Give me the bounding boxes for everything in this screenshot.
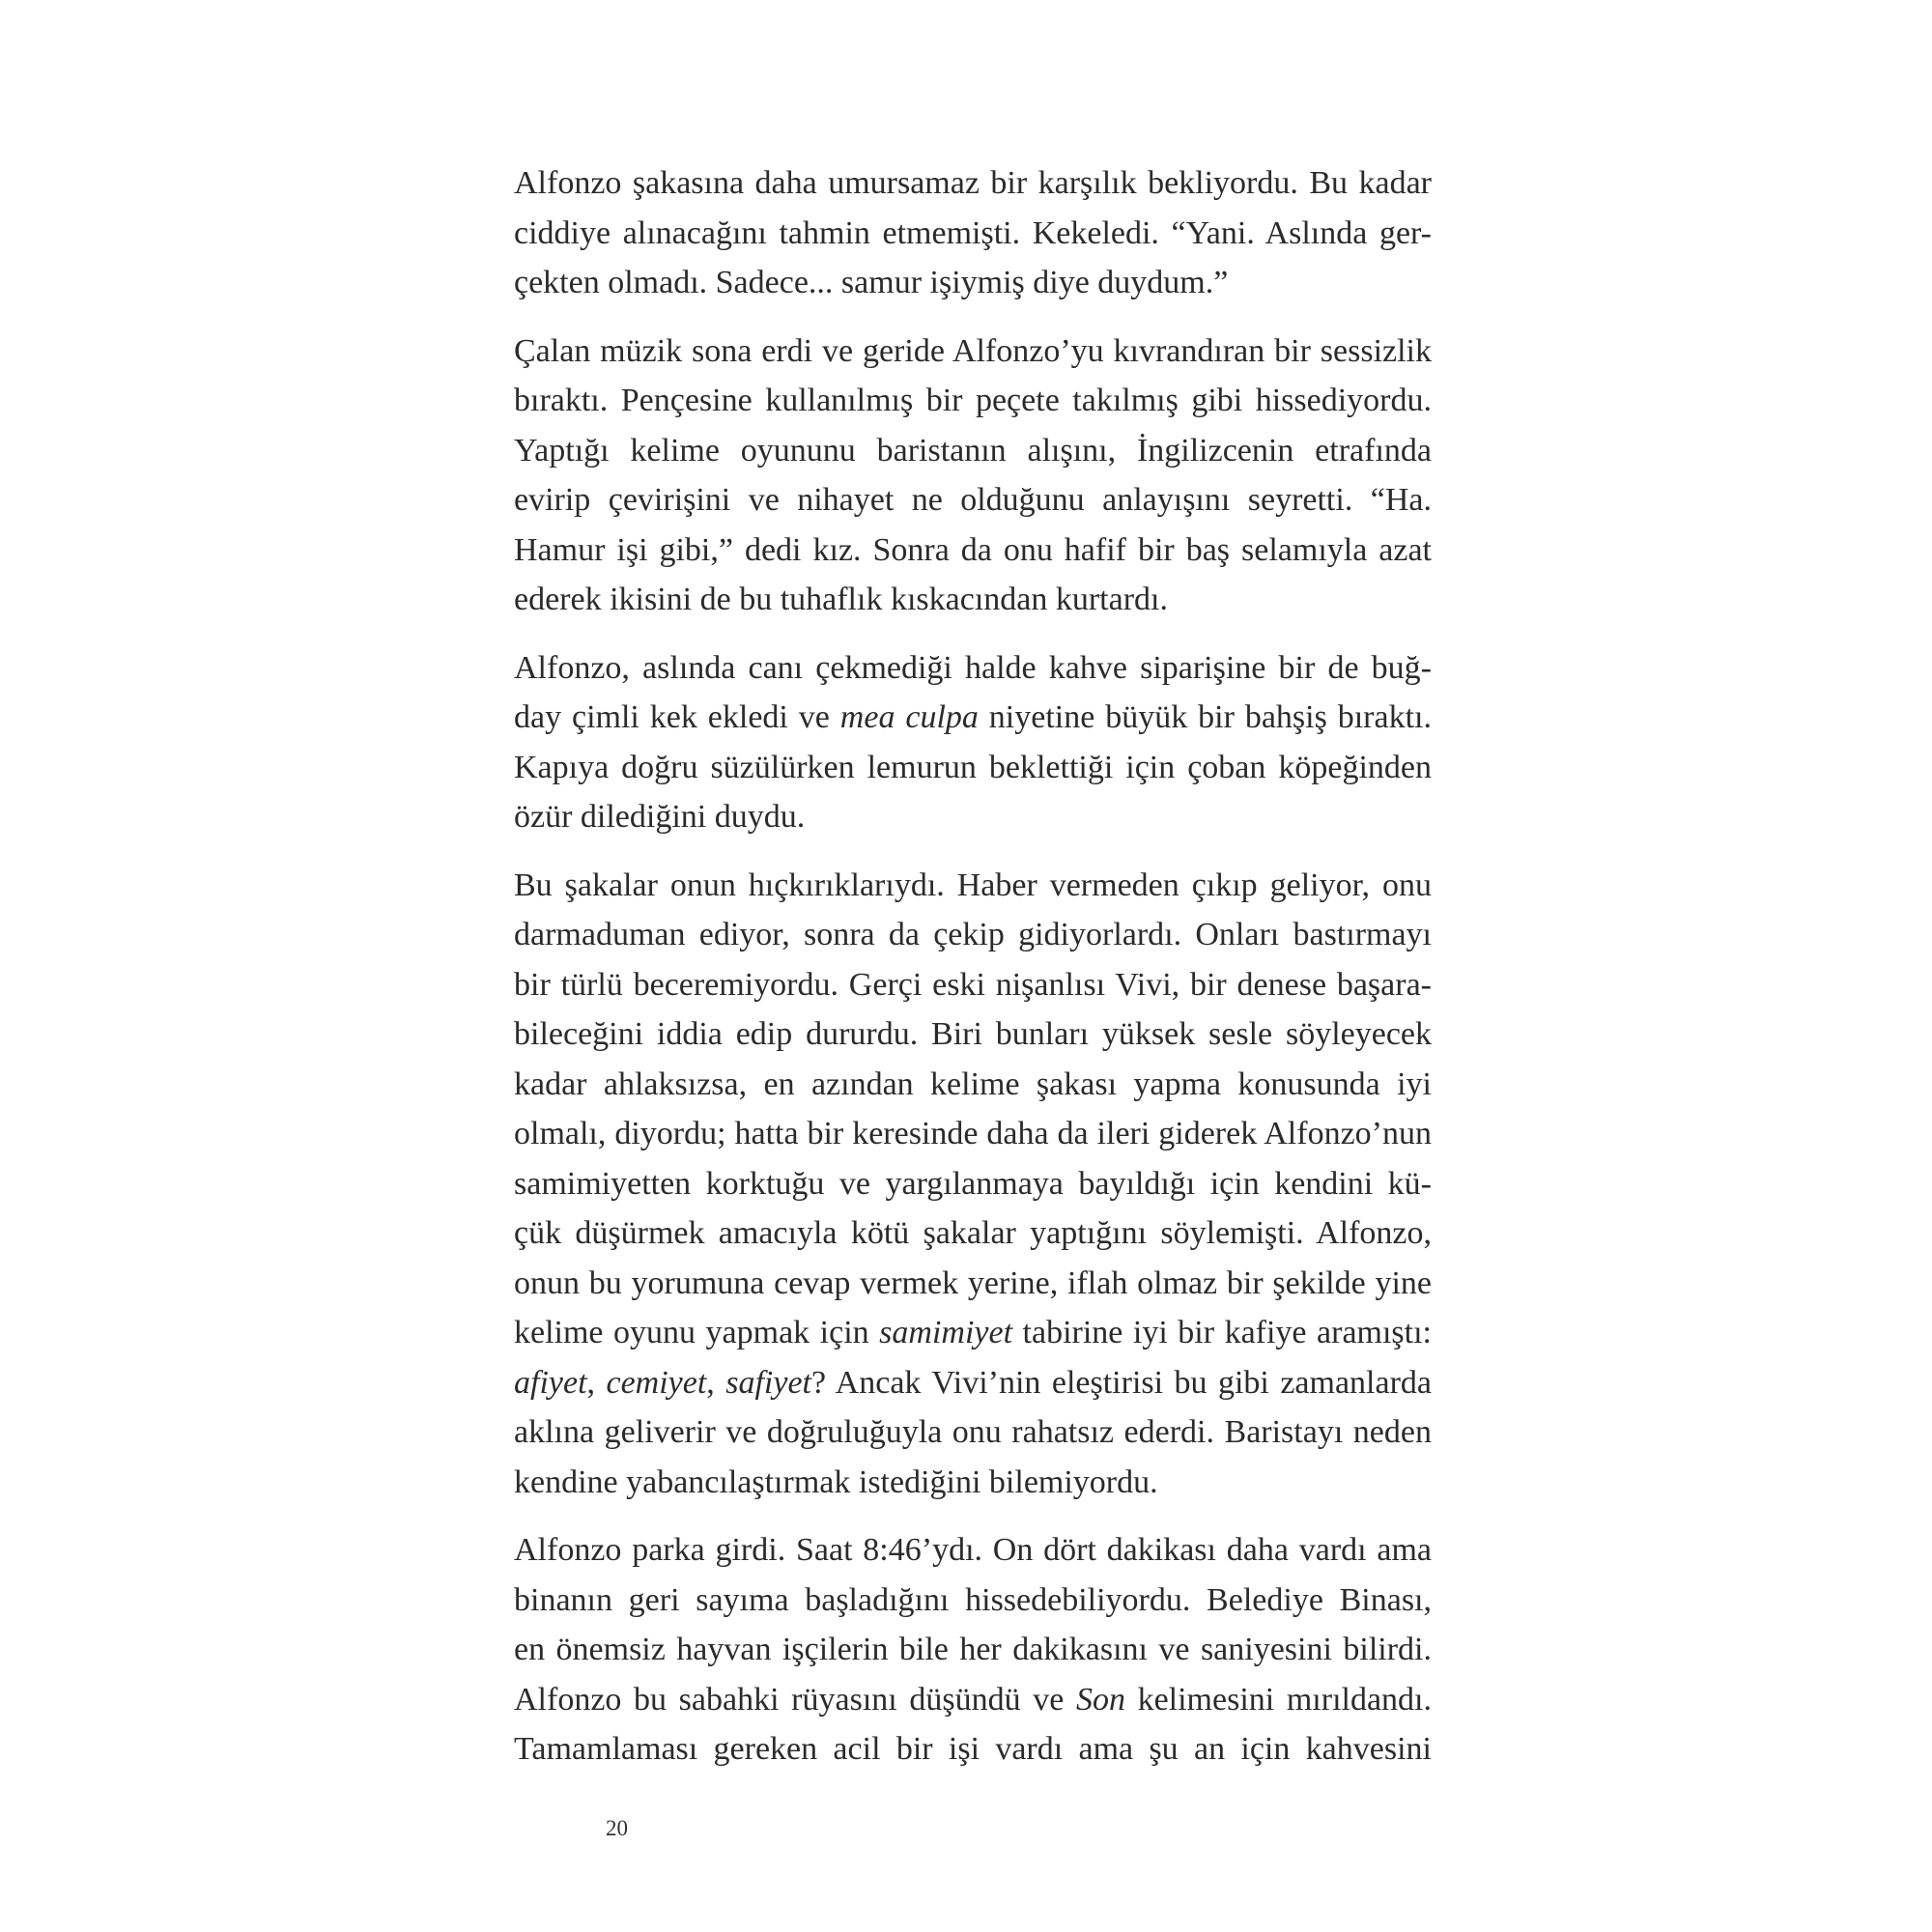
text-line: kadar ahlaksızsa, en azından kelime şakası yapma konusunda iyi (514, 1065, 1432, 1102)
page-number: 20 (606, 1816, 628, 1840)
text-line: evirip çevirişini ve nihayet ne olduğunu anlayışını seyretti. “Ha. (514, 482, 1432, 518)
text-line: Alfonzo bu sabahki rüyasını düşündü ve Son kelimesini mırıldandı. (514, 1681, 1432, 1718)
text-line: binanın geri sayıma başladığını hissedebiliyordu. Belediye Binası, (514, 1581, 1432, 1618)
paragraph (514, 158, 1432, 308)
paragraph (514, 1525, 1432, 1775)
italic-text: Son (1075, 1681, 1125, 1718)
text-line: samimiyetten korktuğu ve yargılanmaya bayıldığı için kendini kü- (514, 1165, 1432, 1202)
text-line: çekten olmadı. Sadece... samur işiymiş diye duydum.” (514, 265, 1229, 300)
text-line: çük düşürmek amacıyla kötü şakalar yaptığını söylemişti. Alfonzo, (514, 1215, 1432, 1251)
text-line: aklına geliverir ve doğruluğuyla onu rahatsız ederdi. Baristayı neden (514, 1414, 1432, 1450)
paragraph (514, 861, 1432, 1508)
italic-text: mea culpa (839, 699, 979, 735)
text-line: olmalı, diyordu; hatta bir keresinde daha da ileri giderek Alfonzo’nun (514, 1116, 1432, 1151)
text-line: Yaptığı kelime oyununu baristanın alışını, İngilizcenin etrafında (514, 432, 1432, 469)
text-line: bir türlü beceremiyordu. Gerçi eski nişanlısı Vivi, bir denese başara- (514, 966, 1432, 1003)
italic-text: afiyet (514, 1364, 587, 1401)
text-line: day çimli kek ekledi ve mea culpa niyetine büyük bir bahşiş bıraktı. (514, 699, 1432, 735)
text-line: Hamur işi gibi,” dedi kız. Sonra da onu hafif bir baş selamıyla azat (514, 531, 1432, 568)
text-line: ciddiye alınacağını tahmin etmemişti. Kekeledi. “Yani. Aslında ger- (514, 214, 1432, 251)
text-line: onun bu yorumuna cevap vermek yerine, iflah olmaz bir şekilde yine (514, 1264, 1432, 1301)
paragraph (514, 643, 1432, 842)
text-line: Çalan müzik sona erdi ve geride Alfonzo’yu kıvrandıran bir sessizlik (514, 332, 1432, 369)
text-line: en önemsiz hayvan işçilerin bile her dakikasını ve saniyesini bilirdi. (514, 1632, 1432, 1667)
text-line: Kapıya doğru süzülürken lemurun beklettiği için çoban köpeğinden (514, 749, 1432, 785)
text-line: Bu şakalar onun hıçkırıklarıydı. Haber vermeden çıkıp geliyor, onu (514, 867, 1432, 903)
text-line: özür dilediğini duydu. (514, 799, 806, 835)
text-line: Alfonzo şakasına daha umursamaz bir karşılık bekliyordu. Bu kadar (514, 165, 1432, 201)
text-line: kendine yabancılaştırmak istediğini bilemiyordu. (514, 1463, 1158, 1500)
italic-text: cemiyet (606, 1364, 707, 1401)
text-line: bıraktı. Pençesine kullanılmış bir peçete takılmış gibi hissediyordu. (514, 383, 1432, 418)
text-line: Tamamlaması gereken acil bir işi vardı ama şu an için kahvesini (514, 1731, 1432, 1767)
text-line: Alfonzo parka girdi. Saat 8:46’ydı. On dört dakikası daha vardı ama (514, 1532, 1432, 1568)
italic-text: samimiyet (879, 1315, 1013, 1350)
text-line: darmaduman ediyor, sonra da çekip gidiyorlardı. Onları bastırmayı (514, 917, 1432, 952)
text-line: ederek ikisini de bu tuhaflık kıskacından kurtardı. (514, 582, 1168, 617)
text-line: Alfonzo, aslında canı çekmediği halde kahve siparişine bir de buğ- (514, 649, 1432, 686)
text-line: kelime oyunu yapmak için samimiyet tabirine iyi bir kafiye aramıştı: (514, 1315, 1432, 1350)
text-line: bileceğini iddia edip dururdu. Biri bunları yüksek sesle söyleyecek (514, 1016, 1432, 1052)
italic-text: safiyet (725, 1364, 812, 1401)
paragraph (514, 327, 1432, 625)
page-body (514, 158, 1432, 1775)
text-line: afiyet, cemiyet, safiyet? Ancak Vivi’nin eleştirisi bu gibi zamanlarda (514, 1364, 1432, 1401)
